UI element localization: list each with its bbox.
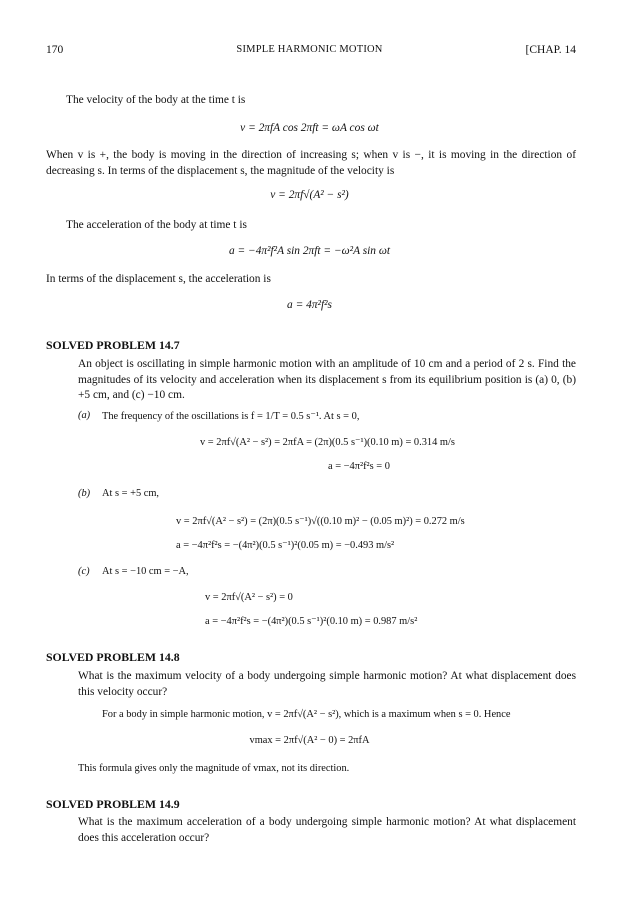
part-b-label: (b)	[78, 488, 91, 499]
part-a-acceleration-equation: a = −4π²f²s = 0	[328, 461, 390, 472]
problem-14-9-question: What is the maximum acceleration of a body undergoing simple harmonic motion? At what displacement does this acceleration occur?	[78, 816, 576, 844]
problem-14-8-answer-text: For a body in simple harmonic motion, v = 2πf√(A² − s²), which is a maximum when s = 0. Hence	[102, 709, 511, 720]
part-c-text: At s = −10 cm = −A,	[102, 566, 189, 577]
part-a-velocity-equation: v = 2πf√(A² − s²) = 2πfA = (2π)(0.5 s⁻¹)(0.10 m) = 0.314 m/s	[200, 437, 455, 448]
problem-14-8-heading: SOLVED PROBLEM 14.8	[46, 650, 180, 664]
equation-velocity-displacement: v = 2πf√(A² − s²)	[270, 189, 349, 201]
problem-14-7-question: An object is oscillating in simple harmonic motion with an amplitude of 10 cm and a period of 2 s. Find the magnitudes of its velocity and acceleration when its displacement s from its equilibrium position is (a) 0, (b) +5 cm, and (c) −10 cm.	[78, 358, 576, 401]
part-b-text: At s = +5 cm,	[102, 488, 160, 499]
velocity-intro: The velocity of the body at the time t is	[66, 94, 246, 106]
equation-acceleration-displacement: a = 4π²f²s	[287, 299, 332, 311]
velocity-direction-paragraph: When v is +, the body is moving in the direction of increasing s; when v is −, it is moving in the direction of decreasing s. In terms of the displacement s, the magnitude of the velocity is	[46, 149, 576, 177]
part-c-velocity-equation: v = 2πf√(A² − s²) = 0	[205, 592, 293, 603]
acceleration-displacement-intro: In terms of the displacement s, the acceleration is	[46, 273, 271, 285]
problem-14-8-question: What is the maximum velocity of a body undergoing simple harmonic motion? At what displacement does this velocity occur?	[78, 670, 576, 698]
problem-14-9-heading: SOLVED PROBLEM 14.9	[46, 797, 180, 811]
problem-14-7-heading: SOLVED PROBLEM 14.7	[46, 338, 180, 352]
running-title: SIMPLE HARMONIC MOTION	[236, 44, 383, 55]
part-c-acceleration-equation: a = −4π²f²s = −(4π²)(0.5 s⁻¹)²(0.10 m) = 0.987 m/s²	[205, 616, 418, 627]
part-b-acceleration-equation: a = −4π²f²s = −(4π²)(0.5 s⁻¹)²(0.05 m) = −0.493 m/s²	[176, 540, 395, 551]
equation-velocity-time: v = 2πfA cos 2πft = ωA cos ωt	[240, 122, 379, 134]
chapter-label: [CHAP. 14	[525, 44, 576, 56]
problem-14-8-note: This formula gives only the magnitude of vmax, not its direction.	[78, 763, 350, 774]
page-number: 170	[46, 44, 64, 56]
problem-14-8-vmax-equation: vmax = 2πf√(A² − 0) = 2πfA	[249, 735, 370, 746]
part-a-label: (a)	[78, 410, 91, 421]
acceleration-intro: The acceleration of the body at time t is	[66, 219, 247, 231]
part-a-text: The frequency of the oscillations is f = 1/T = 0.5 s⁻¹. At s = 0,	[102, 411, 360, 422]
equation-acceleration-time: a = −4π²f²A sin 2πft = −ω²A sin ωt	[228, 245, 391, 257]
part-b-velocity-equation: v = 2πf√(A² − s²) = (2π)(0.5 s⁻¹)√((0.10 m)² − (0.05 m)²) = 0.272 m/s	[176, 516, 465, 527]
part-c-label: (c)	[78, 566, 90, 577]
